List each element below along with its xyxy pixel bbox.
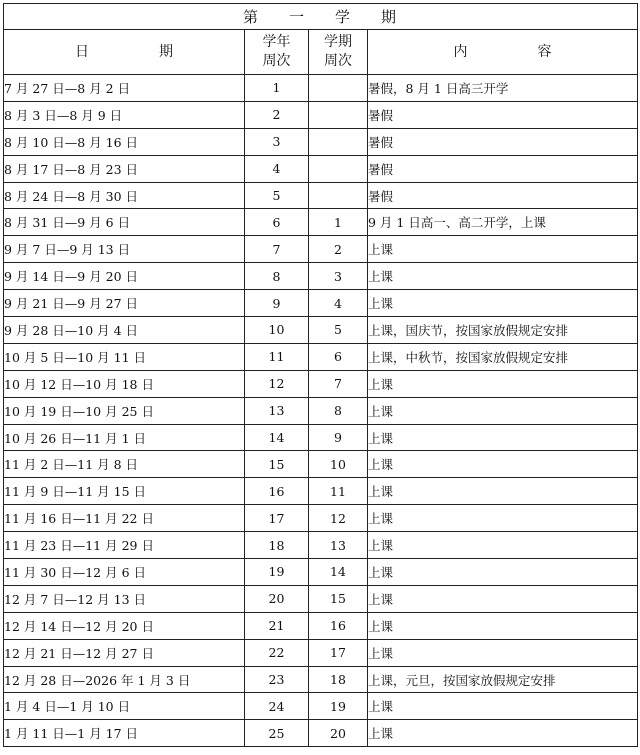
- term-week-cell: [309, 182, 368, 209]
- term-week-cell: 7: [309, 370, 368, 397]
- year-week-cell: 24: [245, 693, 309, 720]
- year-week-cell: 14: [245, 424, 309, 451]
- header-row: [4, 30, 638, 75]
- date-cell: 11 月 9 日—11 月 15 日: [4, 478, 245, 505]
- term-week-cell: [309, 155, 368, 182]
- year-week-cell: 11: [245, 343, 309, 370]
- content-cell: 上课，国庆节，按国家放假规定安排: [368, 317, 638, 344]
- year-week-cell: 8: [245, 263, 309, 290]
- year-week-cell: 4: [245, 155, 309, 182]
- table-row: [4, 101, 638, 128]
- content-cell: 上课: [368, 585, 638, 612]
- year-week-cell: 22: [245, 639, 309, 666]
- year-week-header: 学年 周次: [245, 30, 309, 75]
- date-cell: 9 月 28 日—10 月 4 日: [4, 317, 245, 344]
- table-row: [4, 182, 638, 209]
- term-week-cell: 11: [309, 478, 368, 505]
- content-cell: 上课: [368, 612, 638, 639]
- content-cell: 暑假: [368, 182, 638, 209]
- term-week-cell: [309, 75, 368, 102]
- table-row: [4, 209, 638, 236]
- date-cell: 10 月 19 日—10 月 25 日: [4, 397, 245, 424]
- year-week-cell: 13: [245, 397, 309, 424]
- term-week-cell: 10: [309, 451, 368, 478]
- content-cell: 上课: [368, 693, 638, 720]
- year-week-cell: 16: [245, 478, 309, 505]
- content-cell: 上课，元旦，按国家放假规定安排: [368, 666, 638, 693]
- schedule-body: [4, 75, 638, 747]
- content-cell: 上课: [368, 424, 638, 451]
- year-week-cell: 7: [245, 236, 309, 263]
- content-cell: 上课: [368, 263, 638, 290]
- year-week-cell: 3: [245, 128, 309, 155]
- content-cell: 上课，中秋节，按国家放假规定安排: [368, 343, 638, 370]
- table-row: [4, 343, 638, 370]
- date-cell: 10 月 26 日—11 月 1 日: [4, 424, 245, 451]
- table-row: [4, 585, 638, 612]
- table-row: [4, 532, 638, 559]
- year-week-cell: 25: [245, 720, 309, 747]
- title-char: 一: [288, 8, 306, 26]
- date-cell: 10 月 12 日—10 月 18 日: [4, 370, 245, 397]
- table-row: [4, 612, 638, 639]
- table-row: [4, 478, 638, 505]
- term-week-cell: 9: [309, 424, 368, 451]
- term-week-cell: 3: [309, 263, 368, 290]
- content-cell: 暑假: [368, 101, 638, 128]
- date-cell: 12 月 14 日—12 月 20 日: [4, 612, 245, 639]
- term-week-cell: 5: [309, 317, 368, 344]
- term-week-header: 学期 周次: [309, 30, 368, 75]
- term-week-cell: [309, 101, 368, 128]
- content-cell: 9 月 1 日高一、高二开学，上课: [368, 209, 638, 236]
- content-cell: 上课: [368, 370, 638, 397]
- date-cell: 9 月 14 日—9 月 20 日: [4, 263, 245, 290]
- date-cell: 1 月 11 日—1 月 17 日: [4, 720, 245, 747]
- year-week-cell: 23: [245, 666, 309, 693]
- content-cell: 上课: [368, 397, 638, 424]
- date-cell: 11 月 30 日—12 月 6 日: [4, 559, 245, 586]
- date-cell: 1 月 4 日—1 月 10 日: [4, 693, 245, 720]
- table-row: [4, 720, 638, 747]
- term-week-cell: 14: [309, 559, 368, 586]
- date-cell: 11 月 23 日—11 月 29 日: [4, 532, 245, 559]
- date-cell: 8 月 3 日—8 月 9 日: [4, 101, 245, 128]
- date-cell: 9 月 21 日—9 月 27 日: [4, 290, 245, 317]
- table-row: [4, 290, 638, 317]
- year-week-cell: 6: [245, 209, 309, 236]
- date-cell: 8 月 17 日—8 月 23 日: [4, 155, 245, 182]
- term-week-cell: 13: [309, 532, 368, 559]
- date-cell: 10 月 5 日—10 月 11 日: [4, 343, 245, 370]
- content-cell: 暑假: [368, 128, 638, 155]
- table-row: [4, 128, 638, 155]
- content-cell: 上课: [368, 639, 638, 666]
- content-cell: 上课: [368, 720, 638, 747]
- table-row: [4, 155, 638, 182]
- date-cell: 12 月 7 日—12 月 13 日: [4, 585, 245, 612]
- title-char: 第: [242, 8, 260, 26]
- date-cell: 12 月 21 日—12 月 27 日: [4, 639, 245, 666]
- term-week-cell: 12: [309, 505, 368, 532]
- term-week-cell: 16: [309, 612, 368, 639]
- year-week-cell: 12: [245, 370, 309, 397]
- date-cell: 8 月 24 日—8 月 30 日: [4, 182, 245, 209]
- term-week-cell: 17: [309, 639, 368, 666]
- table-row: [4, 559, 638, 586]
- table-row: [4, 75, 638, 102]
- table-row: [4, 236, 638, 263]
- term-week-cell: 15: [309, 585, 368, 612]
- year-week-cell: 5: [245, 182, 309, 209]
- content-cell: 暑假，8 月 1 日高三开学: [368, 75, 638, 102]
- year-week-cell: 15: [245, 451, 309, 478]
- date-cell: 8 月 10 日—8 月 16 日: [4, 128, 245, 155]
- date-cell: 11 月 2 日—11 月 8 日: [4, 451, 245, 478]
- term-week-cell: 2: [309, 236, 368, 263]
- date-cell: 11 月 16 日—11 月 22 日: [4, 505, 245, 532]
- content-cell: 上课: [368, 532, 638, 559]
- content-cell: 上课: [368, 505, 638, 532]
- date-cell: 7 月 27 日—8 月 2 日: [4, 75, 245, 102]
- year-week-cell: 21: [245, 612, 309, 639]
- term-week-cell: 18: [309, 666, 368, 693]
- content-cell: 上课: [368, 236, 638, 263]
- title-char: 期: [380, 8, 398, 26]
- year-week-cell: 19: [245, 559, 309, 586]
- content-cell: 上课: [368, 451, 638, 478]
- table-row: [4, 263, 638, 290]
- date-cell: 8 月 31 日—9 月 6 日: [4, 209, 245, 236]
- year-week-cell: 17: [245, 505, 309, 532]
- content-cell: 上课: [368, 559, 638, 586]
- table-row: [4, 505, 638, 532]
- content-cell: 上课: [368, 290, 638, 317]
- year-week-cell: 9: [245, 290, 309, 317]
- title-row: [4, 4, 638, 30]
- table-row: [4, 424, 638, 451]
- semester-schedule-table: [3, 3, 638, 747]
- table-row: [4, 639, 638, 666]
- year-week-cell: 2: [245, 101, 309, 128]
- table-row: [4, 666, 638, 693]
- term-week-cell: 1: [309, 209, 368, 236]
- term-week-cell: 20: [309, 720, 368, 747]
- year-week-cell: 10: [245, 317, 309, 344]
- table-row: [4, 451, 638, 478]
- term-week-cell: 6: [309, 343, 368, 370]
- content-header: 内 容: [368, 30, 638, 75]
- table-row: [4, 693, 638, 720]
- date-header: 日 期: [4, 30, 245, 75]
- year-week-cell: 20: [245, 585, 309, 612]
- date-cell: 12 月 28 日—2026 年 1 月 3 日: [4, 666, 245, 693]
- table-row: [4, 397, 638, 424]
- term-week-cell: 19: [309, 693, 368, 720]
- content-cell: 暑假: [368, 155, 638, 182]
- table-row: [4, 317, 638, 344]
- table-row: [4, 370, 638, 397]
- semester-title: [4, 4, 638, 30]
- date-cell: 9 月 7 日—9 月 13 日: [4, 236, 245, 263]
- content-cell: 上课: [368, 478, 638, 505]
- term-week-cell: [309, 128, 368, 155]
- title-char: 学: [334, 8, 352, 26]
- year-week-cell: 1: [245, 75, 309, 102]
- year-week-cell: 18: [245, 532, 309, 559]
- term-week-cell: 4: [309, 290, 368, 317]
- term-week-cell: 8: [309, 397, 368, 424]
